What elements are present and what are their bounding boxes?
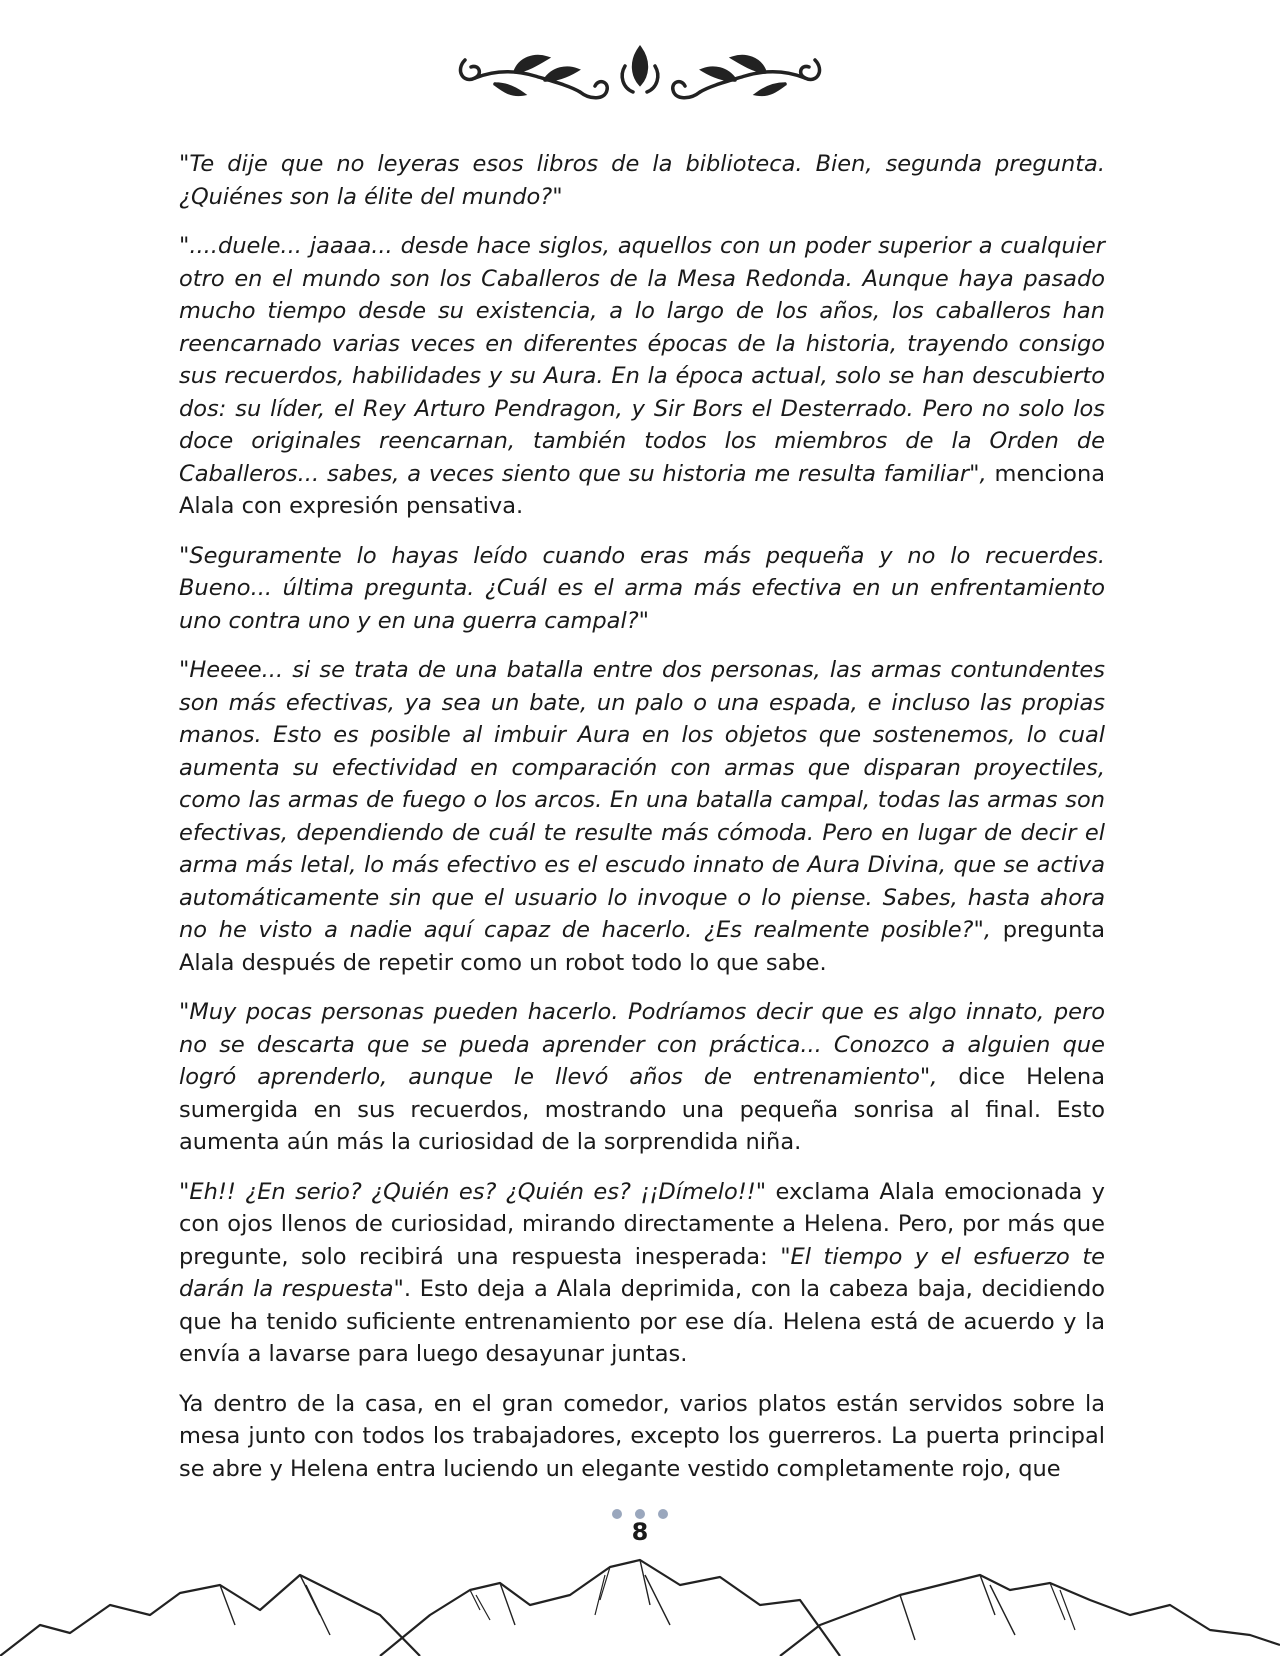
paragraph: [179, 1388, 1105, 1486]
dialogue-text: "Te dije que no leyeras esos libros de la biblioteca. Bien, segunda pregunta. ¿Quiénes son la élite del mundo?": [179, 151, 1105, 210]
narration-text: . Esto deja a Alala deprimida, con la cabeza baja, decidiendo que ha tenido suficiente entrenamiento por ese día. Helena está de acuerdo y la envía a lavarse para luego desayunar juntas.: [179, 1276, 1105, 1367]
dialogue-text: "Eh!! ¿En serio? ¿Quién es? ¿Quién es? ¡¡Dímelo!!": [179, 1178, 767, 1205]
page-text-body: [179, 148, 1105, 1502]
dialogue-text: "El tiempo y el esfuerzo te darán la respuesta": [179, 1243, 1105, 1302]
narration-text: dice Helena sumergida en sus recuerdos, mostrando una pequeña sonrisa al final. Esto aumenta aún más la curiosidad de la sorprendida niña.: [179, 1064, 1105, 1155]
narration-text: menciona Alala con expresión pensativa.: [179, 460, 1105, 519]
narration-text: Ya dentro de la casa, en el gran comedor, varios platos están servidos sobre la mesa junto con todos los trabajadores, excepto los guerreros. La puerta principal se abre y Helena entra luciendo un elegante vestido completamente rojo, que: [179, 1390, 1105, 1482]
page-number: 8: [631, 1518, 649, 1546]
paragraph: [179, 654, 1105, 979]
floral-ornament-icon: [455, 40, 825, 110]
dialogue-text: "Heeee... si se trata de una batalla entre dos personas, las armas contundentes son más efectivas, ya sea un bate, un palo o una espada, e incluso las propias manos. Esto es posible al imbuir Aura en los objetos que sostenemos, lo cual aumenta su efectividad en comparación con armas que disparan proyectiles, como las armas de fuego o los arcos. En una batalla campal, todas las armas son efectivas, dependiendo de cuál te resulte más cómoda. Pero en lugar de decir el arma más letal, lo más efectivo es el escudo innato de Aura Divina, que se activa automáticamente sin que el usuario lo invoque o lo piense. Sabes, hasta ahora no he visto a nadie aquí capaz de hacerlo. ¿Es realmente posible?",: [179, 657, 1105, 943]
narration-text: pregunta Alala después de repetir como un robot todo lo que sabe.: [179, 917, 1106, 976]
dialogue-text: "Muy pocas personas pueden hacerlo. Podríamos decir que es algo innato, pero no se descarta que se pueda aprender con práctica... Conozco a alguien que logró aprenderlo, aunque le llevó años de entrenamiento",: [179, 999, 1105, 1090]
dialogue-text: "....duele... jaaaa... desde hace siglos, aquellos con un poder superior a cualquier otro en el mundo son los Caballeros de la Mesa Redonda. Aunque haya pasado mucho tiempo desde su existencia, a lo largo de los años, los caballeros han reencarnado varias veces en diferentes épocas de la historia, trayendo consigo sus recuerdos, habilidades y su Aura. En la época actual, solo se han descubierto dos: su líder, el Rey Arturo Pendragon, y Sir Bors el Desterrado. Pero no solo los doce originales reencarnan, también todos los miembros de la Orden de Caballeros... sabes, a veces siento que su historia me resulta familiar",: [179, 233, 1105, 487]
mountain-range-icon: [0, 1555, 1280, 1656]
paragraph: [179, 996, 1105, 1159]
narration-text: exclama Alala emocionada y con ojos llenos de curiosidad, mirando directamente a Helena. Pero, por más que pregunte, solo recibirá una respuesta inesperada:: [179, 1178, 1105, 1270]
paragraph: [179, 148, 1105, 213]
paragraph: [179, 230, 1105, 523]
paragraph: [179, 540, 1105, 638]
dialogue-text: "Seguramente lo hayas leído cuando eras más pequeña y no lo recuerdes. Bueno... última pregunta. ¿Cuál es el arma más efectiva en un enfrentamiento uno contra uno y en una guerra campal?": [179, 542, 1105, 634]
paragraph: [179, 1176, 1105, 1371]
